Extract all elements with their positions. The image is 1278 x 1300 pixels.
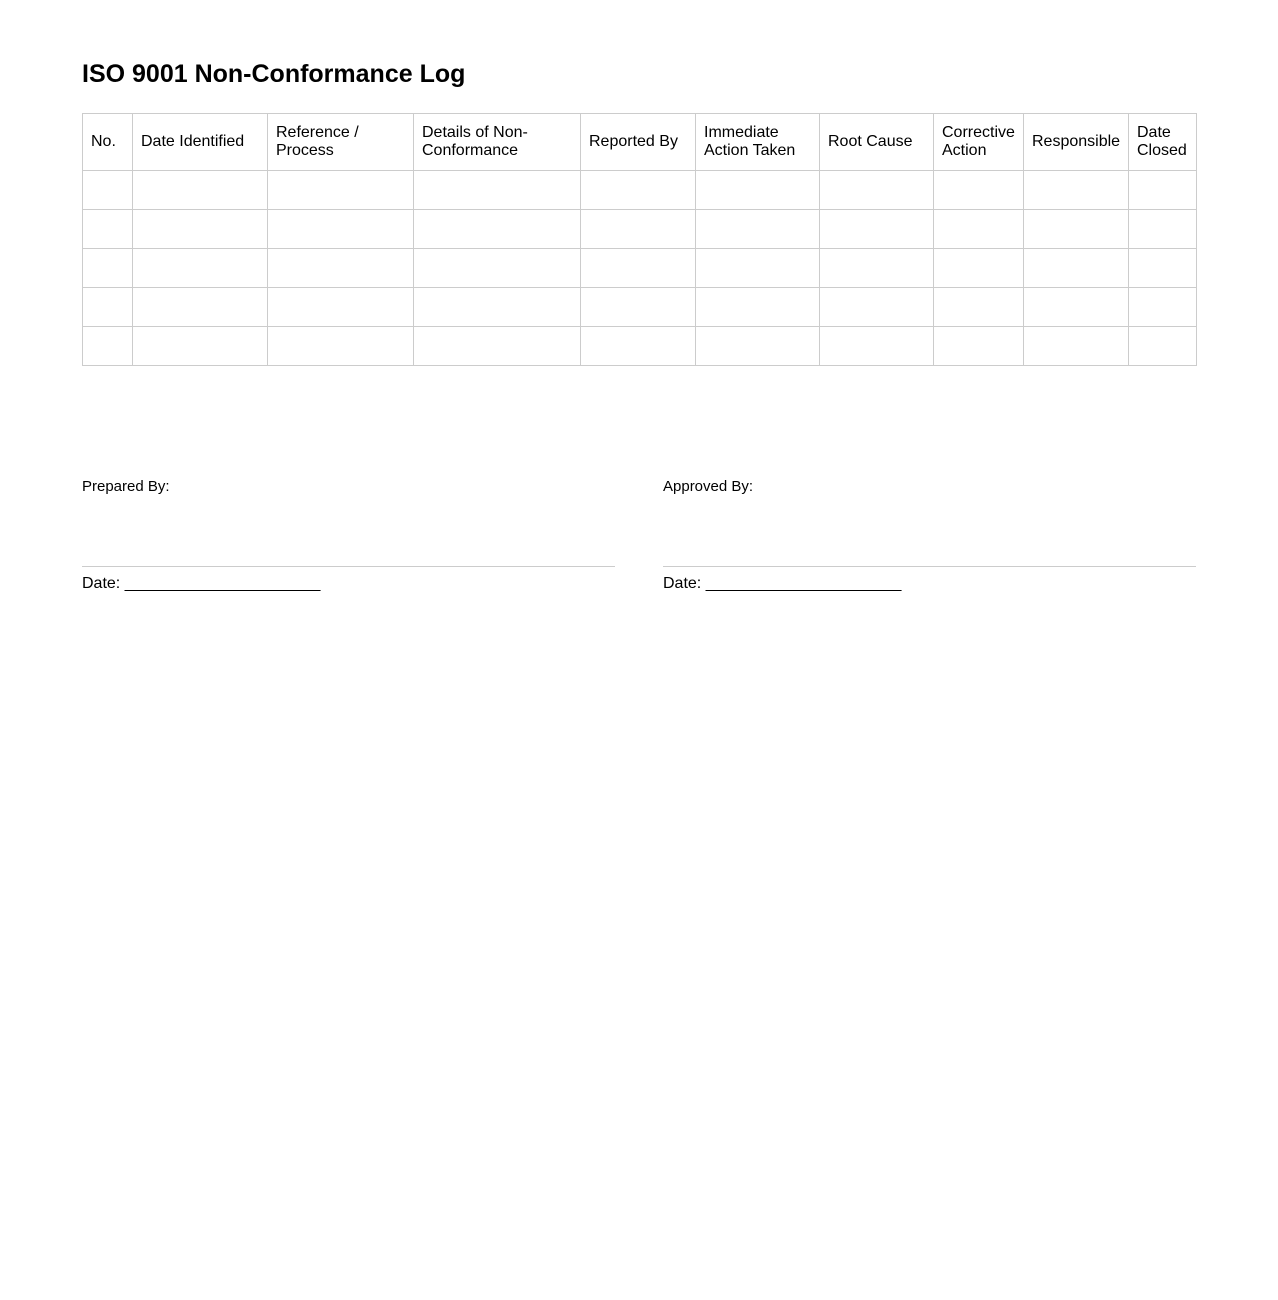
table-cell[interactable] xyxy=(1024,288,1129,327)
table-cell[interactable] xyxy=(83,327,133,366)
table-cell[interactable] xyxy=(934,327,1024,366)
table-cell[interactable] xyxy=(414,288,581,327)
column-header: Immediate Action Taken xyxy=(696,114,820,171)
table-cell[interactable] xyxy=(1129,327,1197,366)
table-cell[interactable] xyxy=(934,171,1024,210)
table-row xyxy=(83,327,1197,366)
column-header: Corrective Action xyxy=(934,114,1024,171)
column-header: Reported By xyxy=(581,114,696,171)
table-cell[interactable] xyxy=(581,249,696,288)
table-cell[interactable] xyxy=(581,171,696,210)
table-cell[interactable] xyxy=(820,288,934,327)
table-cell[interactable] xyxy=(133,327,268,366)
table-cell[interactable] xyxy=(696,210,820,249)
table-cell[interactable] xyxy=(1024,210,1129,249)
table-cell[interactable] xyxy=(133,171,268,210)
table-cell[interactable] xyxy=(934,288,1024,327)
table-cell[interactable] xyxy=(414,171,581,210)
table-cell[interactable] xyxy=(1024,327,1129,366)
table-cell[interactable] xyxy=(1129,288,1197,327)
table-row xyxy=(83,210,1197,249)
table-cell[interactable] xyxy=(268,249,414,288)
table-cell[interactable] xyxy=(820,210,934,249)
table-cell[interactable] xyxy=(133,249,268,288)
table-cell[interactable] xyxy=(696,249,820,288)
table-cell[interactable] xyxy=(820,171,934,210)
approved-by-section xyxy=(663,478,1196,592)
table-cell[interactable] xyxy=(934,210,1024,249)
table-cell[interactable] xyxy=(696,171,820,210)
table-cell[interactable] xyxy=(581,288,696,327)
table-cell[interactable] xyxy=(133,288,268,327)
column-header: Date Identified xyxy=(133,114,268,171)
column-header: Reference / Process xyxy=(268,114,414,171)
column-header: No. xyxy=(83,114,133,171)
table-cell[interactable] xyxy=(83,171,133,210)
prepared-by-label: Prepared By: xyxy=(82,478,170,495)
prepared-by-section xyxy=(82,478,615,592)
column-header: Root Cause xyxy=(820,114,934,171)
table-cell[interactable] xyxy=(414,249,581,288)
column-header: Date Closed xyxy=(1129,114,1197,171)
table-cell[interactable] xyxy=(268,171,414,210)
column-header: Responsible xyxy=(1024,114,1129,171)
table-cell[interactable] xyxy=(1129,171,1197,210)
table-cell[interactable] xyxy=(83,210,133,249)
table-cell[interactable] xyxy=(1129,249,1197,288)
table-row xyxy=(83,249,1197,288)
table-row xyxy=(83,288,1197,327)
table-cell[interactable] xyxy=(696,327,820,366)
table-cell[interactable] xyxy=(83,249,133,288)
table-cell[interactable] xyxy=(268,288,414,327)
table-cell[interactable] xyxy=(414,210,581,249)
approved-date-field[interactable]: Date: ______________________ xyxy=(663,575,902,592)
column-header: Details of Non-Conformance xyxy=(414,114,581,171)
table-cell[interactable] xyxy=(581,327,696,366)
table-cell[interactable] xyxy=(268,327,414,366)
prepared-date-field[interactable]: Date: ______________________ xyxy=(82,575,321,592)
table-cell[interactable] xyxy=(133,210,268,249)
table-cell[interactable] xyxy=(1024,171,1129,210)
table-cell[interactable] xyxy=(581,210,696,249)
table-cell[interactable] xyxy=(1129,210,1197,249)
table-cell[interactable] xyxy=(696,288,820,327)
table-cell[interactable] xyxy=(820,327,934,366)
table-cell[interactable] xyxy=(1024,249,1129,288)
approved-by-label: Approved By: xyxy=(663,478,754,495)
table-row xyxy=(83,171,1197,210)
page-title: ISO 9001 Non-Conformance Log xyxy=(82,60,466,88)
table-cell[interactable] xyxy=(820,249,934,288)
table-header-row xyxy=(83,114,1197,171)
table-cell[interactable] xyxy=(414,327,581,366)
table-cell[interactable] xyxy=(83,288,133,327)
non-conformance-table xyxy=(82,113,1197,366)
table-cell[interactable] xyxy=(268,210,414,249)
approved-by-signature-line[interactable] xyxy=(663,566,1196,567)
prepared-by-signature-line[interactable] xyxy=(82,566,615,567)
table-cell[interactable] xyxy=(934,249,1024,288)
